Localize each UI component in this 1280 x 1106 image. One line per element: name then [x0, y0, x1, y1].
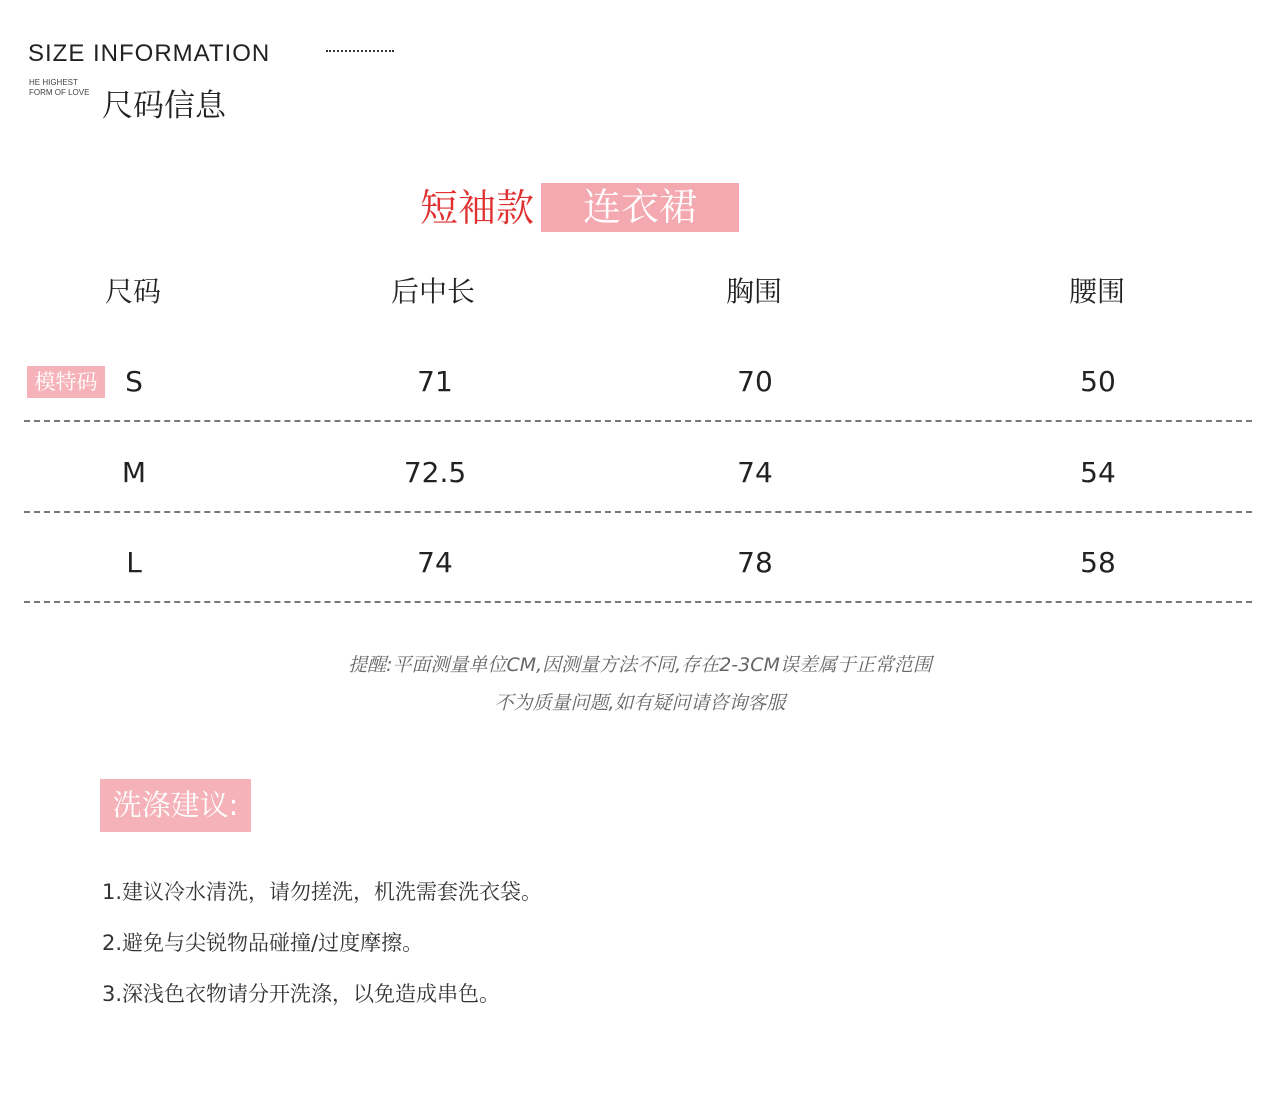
- dotted-divider: [326, 50, 394, 52]
- header-waist: 腰围: [1069, 275, 1126, 308]
- washing-item: 2.避免与尖锐物品碰撞/过度摩擦。: [102, 931, 424, 955]
- table-cell-length: 72.5: [403, 456, 467, 489]
- table-cell-bust: 70: [737, 365, 773, 398]
- table-cell-size: S: [125, 365, 143, 398]
- header-back-length: 后中长: [391, 275, 476, 308]
- washing-title-badge: 洗涤建议:: [100, 779, 251, 832]
- tagline-line1: HE HIGHEST: [29, 78, 78, 87]
- table-cell-waist: 58: [1080, 546, 1116, 579]
- sleeve-style-label: 短袖款: [420, 186, 535, 230]
- row-divider: [24, 601, 1252, 603]
- size-information-title: SIZE INFORMATION: [28, 40, 271, 67]
- washing-item: 3.深浅色衣物请分开洗涤，以免造成串色。: [102, 982, 501, 1006]
- table-cell-waist: 54: [1080, 456, 1116, 489]
- table-cell-length: 71: [417, 365, 453, 398]
- table-cell-size: M: [121, 456, 147, 489]
- category-badge: 连衣裙: [541, 183, 739, 232]
- row-divider: [24, 511, 1252, 513]
- header-size: 尺码: [105, 275, 162, 308]
- table-cell-length: 74: [417, 546, 453, 579]
- table-cell-bust: 78: [737, 546, 773, 579]
- measurement-note-line2: 不为质量问题,如有疑问请咨询客服: [494, 692, 786, 714]
- row-divider: [24, 420, 1252, 422]
- measurement-note-line1: 提醒:平面测量单位CM,因测量方法不同,存在2-3CM误差属于正常范围: [348, 654, 932, 676]
- tagline-line2: FORM OF LOVE: [29, 88, 90, 97]
- table-cell-waist: 50: [1080, 365, 1116, 398]
- table-cell-bust: 74: [737, 456, 773, 489]
- tagline: [29, 78, 89, 98]
- header-bust: 胸围: [726, 275, 783, 308]
- model-size-badge: 模特码: [27, 366, 105, 398]
- table-cell-size: L: [126, 546, 142, 579]
- size-info-title-cn: 尺码信息: [102, 88, 226, 124]
- washing-item: 1.建议冷水清洗，请勿搓洗，机洗需套洗衣袋。: [102, 880, 543, 904]
